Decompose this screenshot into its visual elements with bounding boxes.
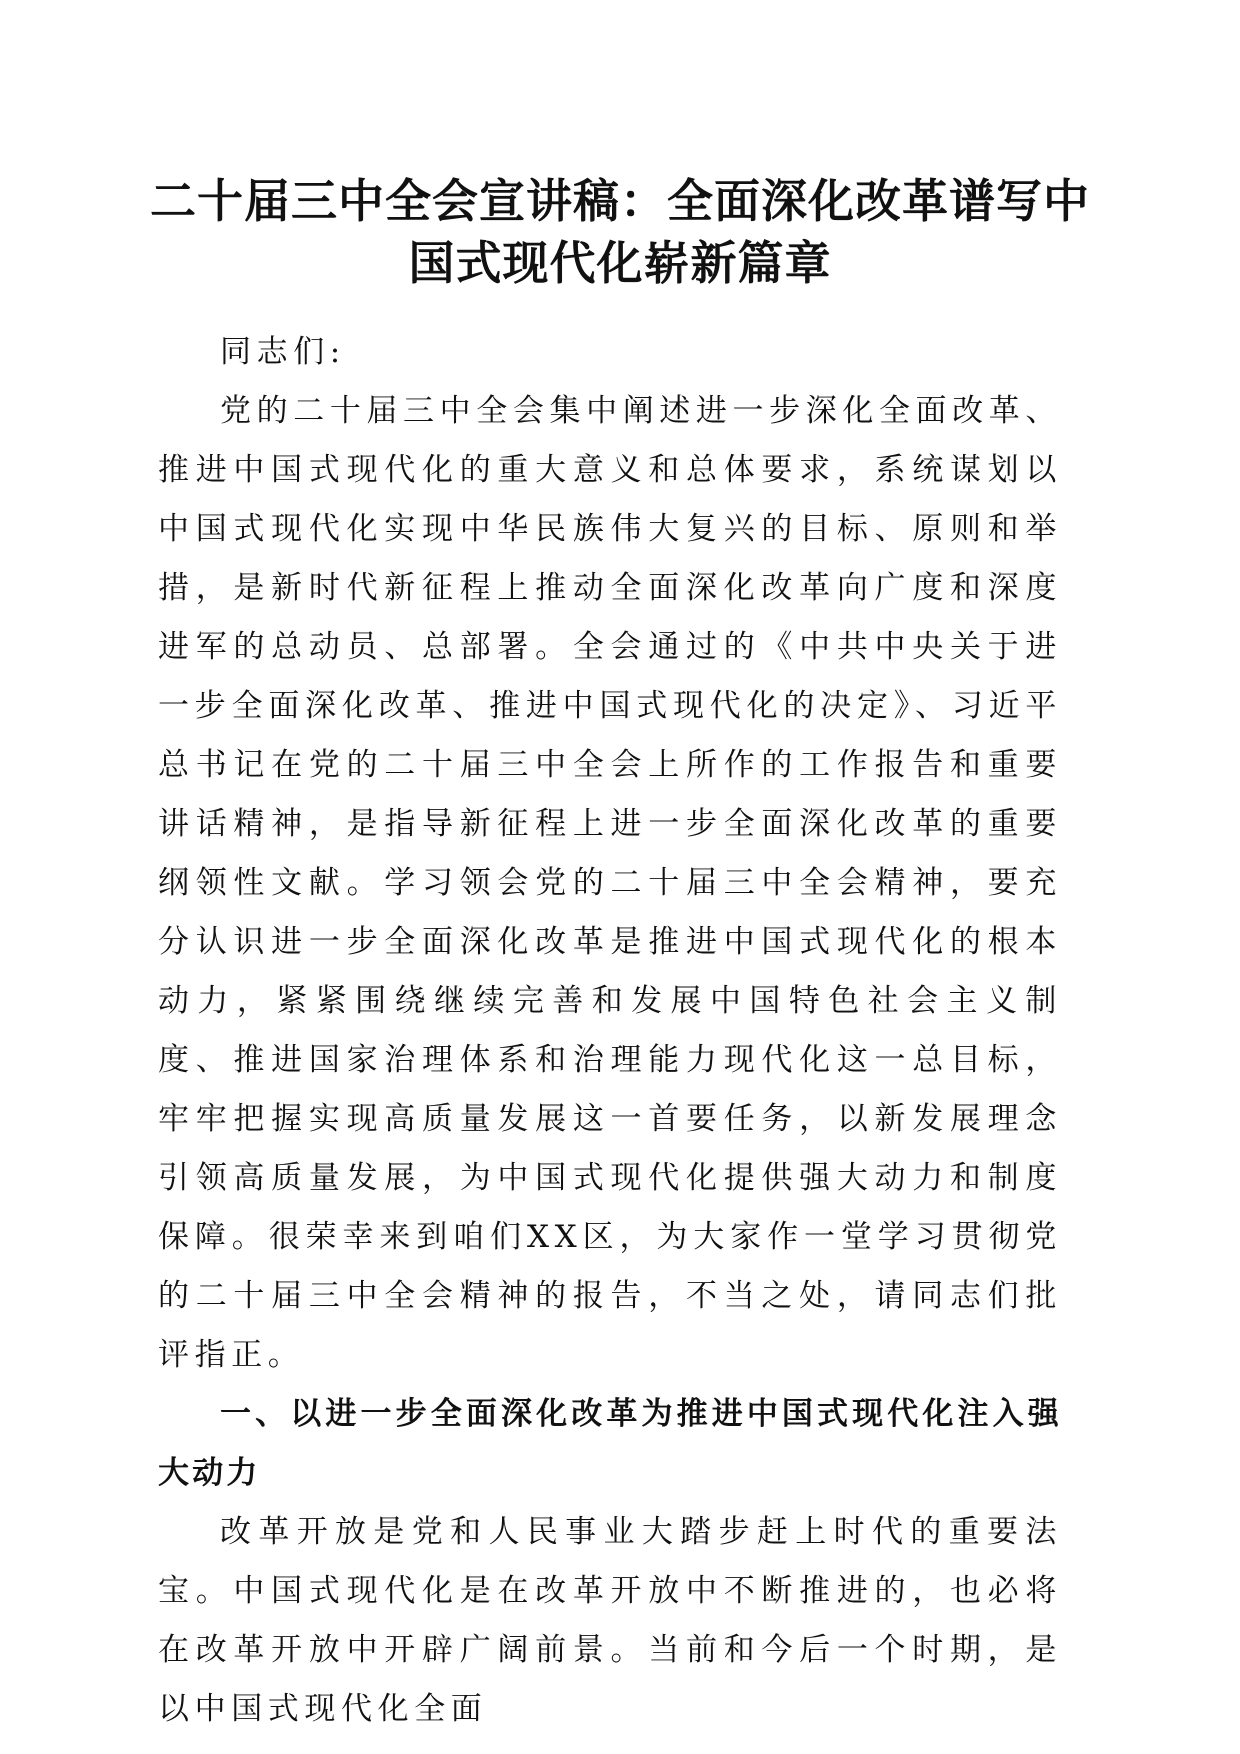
document-title: 二十届三中全会宣讲稿：全面深化改革谱写中国式现代化崭新篇章 bbox=[150, 174, 1090, 290]
section-heading-1: 一、以进一步全面深化改革为推进中国式现代化注入强大动力 bbox=[158, 1396, 1062, 1491]
intro-paragraph: 党的二十届三中全会集中阐述进一步深化全面改革、推进中国式现代化的重大意义和总体要求，系统谋划以中国式现代化实现中华民族伟大复兴的目标、原则和举措，是新时代新征程上推动全面深化改革向广度和深度进军的总动员、总部署。全会通过的《中共中央关于进一步全面深化改革、推进中国式现代化的决定》、习近平总书记在党的二十届三中全会上所作的工作报告和重要讲话精神，是指导新征程上进一步全面深化改革的重要纲领性文献。学习领会党的二十届三中全会精神，要充分认识进一步全面深化改革是推进中国式现代化的根本动力，紧紧围绕继续完善和发展中国特色社会主义制度、推进国家治理体系和治理能力现代化这一总目标，牢牢把握实现高质量发展这一首要任务，以新发展理念引领高质量发展，为中国式现代化提供强大动力和制度保障。很荣幸来到咱们XX区，为大家作一堂学习贯彻党的二十届三中全会精神的报告，不当之处，请同志们批评指正。 bbox=[158, 393, 1062, 1373]
section-1-paragraph: 改革开放是党和人民事业大踏步赶上时代的重要法宝。中国式现代化是在改革开放中不断推进的，也必将在改革开放中开辟广阔前景。当前和今后一个时期，是以中国式现代化全面 bbox=[158, 1514, 1062, 1727]
salutation: 同志们: bbox=[220, 334, 346, 370]
document-body bbox=[158, 323, 1062, 1739]
